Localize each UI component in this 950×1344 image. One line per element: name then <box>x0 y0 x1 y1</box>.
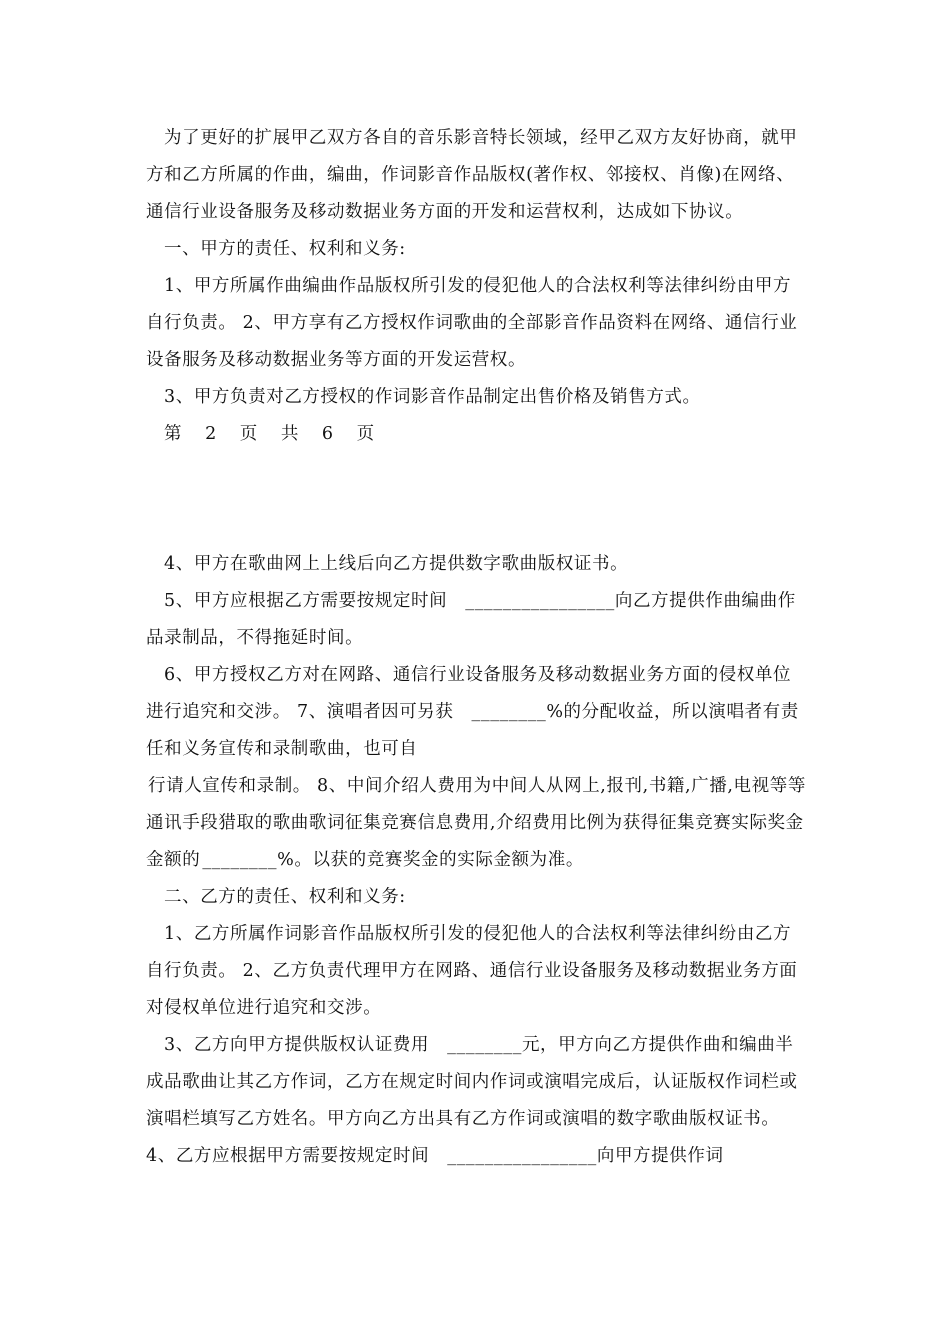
clause-text: %的分配收益，所以演唱者有责任和义务宣传和录制歌曲，也可自 <box>146 702 799 759</box>
agreement-section-bottom <box>146 546 806 1175</box>
agreement-section-top <box>146 120 806 453</box>
intro-paragraph: 为了更好的扩展甲乙双方各自的音乐影音特长领域，经甲乙双方友好协商，就甲方和乙方所属的作曲，编曲，作词影音作品版权(著作权、邻接权、肖像)在网络、通信行业设备服务及移动数据业务方面的开发和运营权利，达成如下协议。 <box>146 128 798 222</box>
clause-text: 5、甲方应根据乙方需要按规定时间 <box>164 591 448 611</box>
percent-blank: ________ <box>202 850 278 870</box>
party-a-heading: 一、甲方的责任、权利和义务: <box>164 239 406 259</box>
clause-text: 元，甲方向乙方提供作曲和编曲半成品歌曲让其乙方作词，乙方在规定时间内作词或演唱完成后，认证版权作词栏或演唱栏填写乙方姓名。甲方向乙方出具有乙方作词或演唱的数字歌曲版权证书。 4、乙方应根据甲方需要按规定时间 <box>146 1035 798 1166</box>
time-blank: ________________ <box>465 591 615 611</box>
party-a-clause-7-8 <box>146 768 806 879</box>
time-blank: ________________ <box>447 1146 597 1166</box>
party-b-heading: 二、乙方的责任、权利和义务: <box>164 887 406 907</box>
page-footer: 第 2 页 共 6 页 <box>164 424 384 444</box>
percent-blank: ________ <box>471 702 547 722</box>
party-b-clause-1-2: 1、乙方所属作词影音作品版权所引发的侵犯他人的合法权利等法律纠纷由乙方自行负责。 2、乙方负责代理甲方在网路、通信行业设备服务及移动数据业务方面对侵权单位进行追究和交涉。 <box>146 924 798 1018</box>
clause-text: 3、乙方向甲方提供版权认证费用 <box>164 1035 430 1055</box>
fee-blank: ________ <box>447 1035 522 1055</box>
party-a-clause-6-7 <box>146 657 806 768</box>
party-a-clause-5 <box>146 583 806 657</box>
party-a-clause-4: 4、甲方在歌曲网上上线后向乙方提供数字歌曲版权证书。 <box>164 554 629 574</box>
party-b-clause-3-4 <box>146 1027 806 1175</box>
clause-text: %。以获的竞赛奖金的实际金额为准。 <box>277 850 584 870</box>
party-a-clause-1-2: 1、甲方所属作曲编曲作品版权所引发的侵犯他人的合法权利等法律纠纷由甲方自行负责。 2、甲方享有乙方授权作词歌曲的全部影音作品资料在网络、通信行业设备服务及移动数据业务等方面的开发运营权。 <box>146 276 798 370</box>
clause-text: 向甲方提供作词 <box>596 1146 724 1166</box>
party-a-clause-3: 3、甲方负责对乙方授权的作词影音作品制定出售价格及销售方式。 <box>164 387 701 407</box>
clause-text: 向乙方提供作曲编曲作品录制品，不得拖延时间。 <box>146 591 796 648</box>
clause-text: 行请人宣传和录制。 8、中间介绍人费用为中间人从网上,报刊,书籍,广播,电视等等通讯手段猎取的歌曲歌词征集竞赛信息费用,介绍费用比例为获得征集竞赛实际奖金金额的 <box>146 776 806 870</box>
clause-text: 6、甲方授权乙方对在网路、通信行业设备服务及移动数据业务方面的侵权单位进行追究和交涉。 7、演唱者因可另获 <box>146 665 792 722</box>
